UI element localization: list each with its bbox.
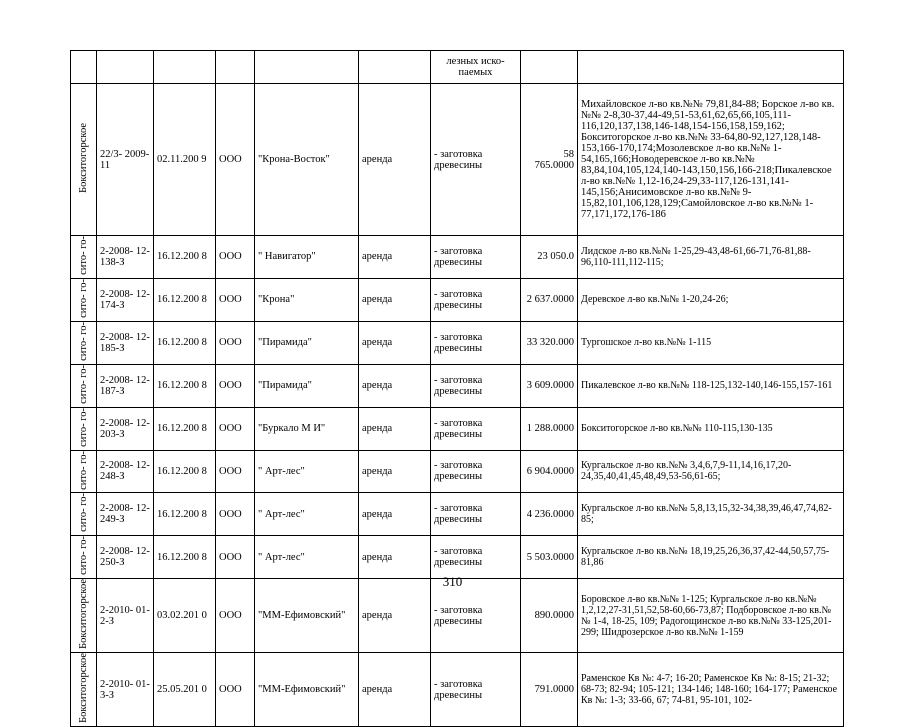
use-type: аренда — [359, 579, 431, 653]
district-cell — [71, 536, 97, 579]
use-purpose: - заготовка древесины — [431, 84, 521, 236]
page-number: 310 — [442, 574, 463, 589]
forest-location: Пикалевское л-во кв.№№ 118-125,132-140,146-155,157-161 — [578, 364, 844, 407]
district-cell — [71, 236, 97, 279]
table-row — [71, 278, 844, 321]
table-row — [71, 407, 844, 450]
company-form: ООО — [216, 278, 255, 321]
forest-location: Кургальское л-во кв.№№ 5,8,13,15,32-34,38,39,46,47,74,82-85; — [578, 493, 844, 536]
company-name: "Пирамида" — [255, 364, 359, 407]
table-row — [71, 321, 844, 364]
company-name: " Арт-лес" — [255, 536, 359, 579]
contract-number: 2-2008- 12-187-З — [97, 364, 154, 407]
forest-location: Раменское Кв №: 4-7; 16-20; Раменское Кв №: 8-15; 21-32; 68-73; 82-94; 105-121; 134-146; 148-160; 164-177; Раменское Кв №: 1-3; 33-66, 67; 74-81, 95-101, 102- — [578, 653, 844, 727]
harvest-volume: 791.0000 — [521, 653, 578, 727]
district-cell — [71, 493, 97, 536]
contract-number: 2-2008- 12-138-З — [97, 236, 154, 279]
company-name: " Арт-лес" — [255, 493, 359, 536]
district-label: сито- го- — [78, 278, 89, 318]
district-label: Бокситогорское — [78, 579, 89, 650]
table-row — [71, 493, 844, 536]
district-cell — [71, 364, 97, 407]
forest-location: Кургальское л-во кв.№№ 18,19,25,26,36,37,42-44,50,57,75-81,86 — [578, 536, 844, 579]
use-purpose: - заготовка древесины — [431, 236, 521, 279]
company-form: ООО — [216, 536, 255, 579]
company-name: "ММ-Ефимовский" — [255, 579, 359, 653]
table-row — [71, 84, 844, 236]
table-row — [71, 653, 844, 727]
use-purpose: - заготовка древесины — [431, 493, 521, 536]
use-type: аренда — [359, 278, 431, 321]
district-cell — [71, 407, 97, 450]
company-form: ООО — [216, 84, 255, 236]
use-purpose: - заготовка древесины — [431, 450, 521, 493]
harvest-volume: 1 288.0000 — [521, 407, 578, 450]
district-label: сито- го- — [78, 407, 89, 447]
use-purpose: - заготовка древесины — [431, 364, 521, 407]
district-cell — [71, 450, 97, 493]
contract-date: 16.12.200 8 — [154, 407, 216, 450]
district-cell — [71, 84, 97, 236]
company-form: ООО — [216, 450, 255, 493]
forest-location: Михайловское л-во кв.№№ 79,81,84-88; Борское л-во кв.№№ 2-8,30-37,44-49,51-53,61,62,65,66,105,111-116,120,137,138,146-148,154-156,158,159,162; Бокситогорское л-во кв.№№ 33-64,80-92,127,128,148-153,166-170,174;Мозолевское л-во кв.№№ 1-54,165,166;Новодеревское л-во кв.№№ 83,84,104,105,124,140-143,150,156,166-218;Пикалевское л-во кв.№№ 1,12-16,24-29,33-117,126-131,141-145,156;Анисимовское л-во кв.№№ 9-15,82,101,106,128,129;Самойловское л-во кв.№№ 1-77,171,172,176-186 — [578, 84, 844, 236]
district-label: сито- го- — [78, 321, 89, 361]
registry-table — [70, 50, 844, 727]
district-cell — [71, 653, 97, 727]
use-purpose: - заготовка древесины — [431, 407, 521, 450]
company-form: ООО — [216, 236, 255, 279]
resource-header: лезных иско- паемых — [431, 51, 521, 84]
district-label: сито- го- — [78, 364, 89, 404]
company-name: " Навигатор" — [255, 236, 359, 279]
use-type: аренда — [359, 84, 431, 236]
contract-date: 16.12.200 8 — [154, 536, 216, 579]
use-type: аренда — [359, 321, 431, 364]
use-purpose: - заготовка древесины — [431, 278, 521, 321]
header-row — [71, 51, 844, 84]
use-purpose: - заготовка древесины — [431, 536, 521, 579]
contract-number: 22/3- 2009-11 — [97, 84, 154, 236]
district-label: Бокситогорское — [78, 653, 89, 724]
contract-number: 2-2008- 12-250-З — [97, 536, 154, 579]
company-name: "Буркало М И" — [255, 407, 359, 450]
contract-date: 25.05.201 0 — [154, 653, 216, 727]
district-label: сито- го- — [78, 450, 89, 490]
use-type: аренда — [359, 364, 431, 407]
contract-date: 16.12.200 8 — [154, 321, 216, 364]
harvest-volume: 5 503.0000 — [521, 536, 578, 579]
contract-date: 16.12.200 8 — [154, 493, 216, 536]
company-form: ООО — [216, 407, 255, 450]
contract-number: 2-2010- 01-3-З — [97, 653, 154, 727]
harvest-volume: 2 637.0000 — [521, 278, 578, 321]
district-cell — [71, 321, 97, 364]
forest-location: Лидское л-во кв.№№ 1-25,29-43,48-61,66-71,76-81,88-96,110-111,112-115; — [578, 236, 844, 279]
use-purpose: - заготовка древесины — [431, 579, 521, 653]
harvest-volume: 4 236.0000 — [521, 493, 578, 536]
forest-location: Тургошское л-во кв.№№ 1-115 — [578, 321, 844, 364]
contract-number: 2-2008- 12-185-З — [97, 321, 154, 364]
contract-number: 2-2008- 12-249-З — [97, 493, 154, 536]
company-form: ООО — [216, 321, 255, 364]
contract-number: 2-2008- 12-203-З — [97, 407, 154, 450]
harvest-volume: 33 320.000 — [521, 321, 578, 364]
forest-location: Кургальское л-во кв.№№ 3,4,6,7,9-11,14,16,17,20-24,35,40,41,45,48,49,53-56,61-65; — [578, 450, 844, 493]
table-row — [71, 450, 844, 493]
district-label: сито- го- — [78, 536, 89, 576]
company-name: "Пирамида" — [255, 321, 359, 364]
harvest-volume: 3 609.0000 — [521, 364, 578, 407]
use-type: аренда — [359, 236, 431, 279]
district-cell — [71, 278, 97, 321]
contract-date: 16.12.200 8 — [154, 236, 216, 279]
table-row — [71, 236, 844, 279]
use-type: аренда — [359, 407, 431, 450]
use-type: аренда — [359, 493, 431, 536]
company-form: ООО — [216, 579, 255, 653]
company-form: ООО — [216, 653, 255, 727]
contract-number: 2-2008- 12-174-З — [97, 278, 154, 321]
table-row — [71, 536, 844, 579]
forest-location: Деревское л-во кв.№№ 1-20,24-26; — [578, 278, 844, 321]
company-form: ООО — [216, 493, 255, 536]
district-label: Бокситогорское — [78, 123, 89, 193]
company-form: ООО — [216, 364, 255, 407]
district-label: сито- го- — [78, 236, 89, 275]
company-name: "Крона-Восток" — [255, 84, 359, 236]
contract-date: 16.12.200 8 — [154, 278, 216, 321]
contract-date: 03.02.201 0 — [154, 579, 216, 653]
contract-date: 16.12.200 8 — [154, 450, 216, 493]
table-row — [71, 364, 844, 407]
contract-number: 2-2008- 12-248-З — [97, 450, 154, 493]
use-type: аренда — [359, 450, 431, 493]
harvest-volume: 58 765.0000 — [521, 84, 578, 236]
use-purpose: - заготовка древесины — [431, 321, 521, 364]
company-name: " Арт-лес" — [255, 450, 359, 493]
use-purpose: - заготовка древесины — [431, 653, 521, 727]
forest-location: Боровское л-во кв.№№ 1-125; Кургальское л-во кв.№№ 1,2,12,27-31,51,52,58-60,66-73,87; Подборовское л-во кв.№№ 1-4, 18-25, 109; Радогощинское л-во кв.№№ 33-125,201-299; Шидрозерское л-во кв.№№ 1-159 — [578, 579, 844, 653]
harvest-volume: 6 904.0000 — [521, 450, 578, 493]
harvest-volume: 890.0000 — [521, 579, 578, 653]
forest-location: Бокситогорское л-во кв.№№ 110-115,130-135 — [578, 407, 844, 450]
contract-number: 2-2010- 01-2-З — [97, 579, 154, 653]
company-name: "Крона" — [255, 278, 359, 321]
district-label: сито- го- — [78, 493, 89, 533]
harvest-volume: 23 050.0 — [521, 236, 578, 279]
use-type: аренда — [359, 653, 431, 727]
use-type: аренда — [359, 536, 431, 579]
contract-date: 16.12.200 8 — [154, 364, 216, 407]
contract-date: 02.11.200 9 — [154, 84, 216, 236]
company-name: "ММ-Ефимовский" — [255, 653, 359, 727]
